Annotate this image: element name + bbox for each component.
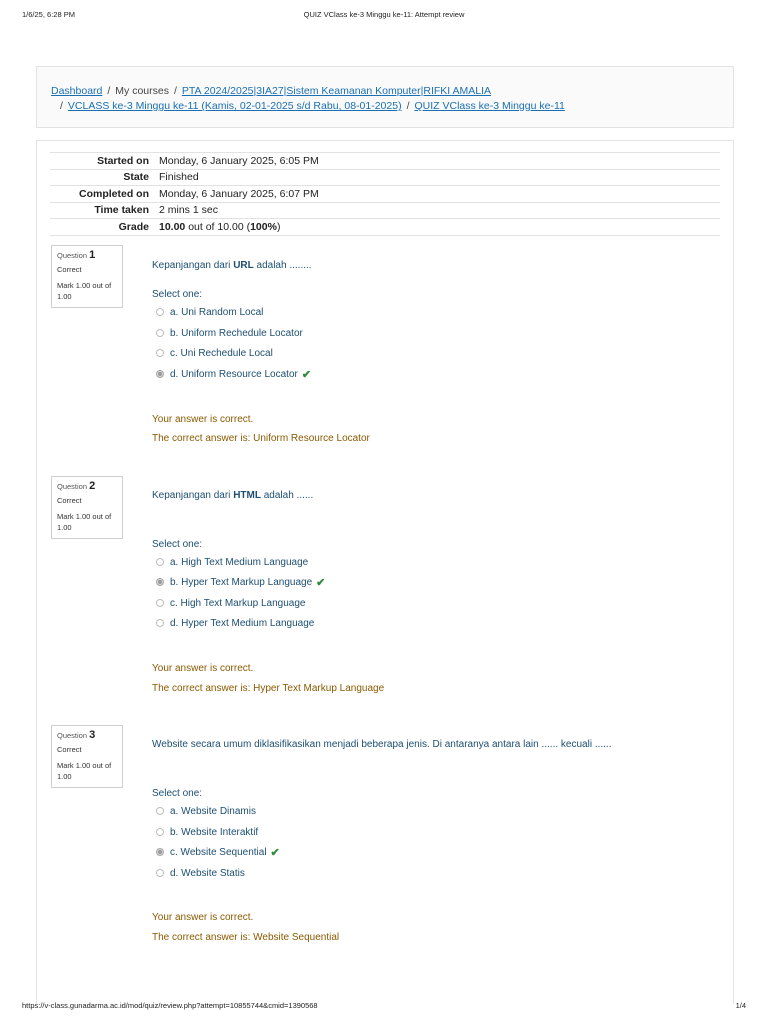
grade-score: 10.00 [159, 220, 186, 233]
summary-row-started [50, 153, 720, 170]
question-number: 1 [89, 249, 96, 261]
summary-label: State [50, 169, 155, 186]
question-info-box [51, 725, 123, 788]
question-mark: Mark 1.00 out of 1.00 [57, 281, 112, 301]
question-text: Website secara umum diklasifikasikan menjadi beberapa jenis. Di antaranya antara lain ...... kecuali ...... [152, 739, 612, 750]
radio-button[interactable] [156, 558, 164, 566]
summary-label: Time taken [50, 202, 155, 219]
question-text: Kepanjangan dari URL adalah ........ [152, 260, 312, 271]
question-keyword: URL [233, 260, 254, 271]
option-label: b. Hyper Text Markup Language [170, 576, 313, 588]
summary-value [155, 219, 720, 236]
question-text: Kepanjangan dari HTML adalah ...... [152, 490, 314, 501]
summary-row-completed [50, 186, 720, 203]
breadcrumb-separator: / [406, 100, 410, 112]
select-one-label: Select one: [152, 539, 203, 550]
summary-row-grade [50, 219, 720, 236]
summary-value: 2 mins 1 sec [155, 202, 720, 219]
breadcrumb-separator: / [107, 85, 111, 97]
question-number: 2 [89, 480, 96, 492]
question-info-box [51, 245, 123, 308]
summary-row-time-taken [50, 202, 720, 219]
option-label: c. Uni Rechedule Local [170, 347, 273, 359]
question-keyword: HTML [233, 490, 261, 501]
breadcrumb-separator: / [173, 85, 177, 97]
select-one-label: Select one: [152, 289, 203, 300]
radio-button[interactable] [156, 308, 164, 316]
radio-button[interactable] [156, 599, 164, 607]
radio-button[interactable] [156, 619, 164, 627]
option-label: d. Uniform Resource Locator [170, 368, 298, 380]
grade-percent: 100% [250, 220, 277, 233]
answer-option[interactable] [156, 346, 273, 360]
question-state: Correct [57, 265, 82, 274]
breadcrumb-my-courses: My courses [115, 85, 169, 97]
breadcrumb-course-link[interactable]: PTA 2024/2025|3IA27|Sistem Keamanan Komputer|RIFKI AMALIA [181, 85, 492, 97]
summary-label: Grade [50, 219, 155, 236]
question-number: 3 [89, 729, 96, 741]
attempt-summary-table [50, 152, 720, 236]
print-header [22, 10, 746, 24]
radio-button-checked[interactable] [156, 578, 164, 586]
answer-option-selected[interactable] [156, 845, 280, 859]
breadcrumb-separator: / [60, 100, 63, 112]
answer-option[interactable] [156, 555, 308, 569]
radio-button[interactable] [156, 329, 164, 337]
correct-answer-text: The correct answer is: Uniform Resource Locator [152, 433, 370, 444]
print-page-number: 1/4 [735, 1001, 746, 1010]
feedback-text: Your answer is correct. [152, 912, 254, 923]
correct-answer-text: The correct answer is: Hyper Text Markup Language [152, 683, 385, 694]
review-content-frame [36, 140, 734, 1004]
print-page-title: QUIZ VClass ke-3 Minggu ke-11: Attempt review [303, 10, 465, 19]
answer-option[interactable] [156, 596, 305, 610]
check-icon: ✔ [301, 368, 312, 381]
option-label: c. Website Sequential [170, 846, 267, 858]
check-icon: ✔ [270, 846, 280, 859]
summary-label: Started on [50, 153, 155, 170]
radio-button[interactable] [156, 807, 164, 815]
answer-option[interactable] [156, 866, 245, 880]
feedback-text: Your answer is correct. [152, 663, 254, 674]
option-label: a. Uni Random Local [170, 306, 264, 318]
question-label: Question [57, 251, 88, 260]
answer-option[interactable] [156, 804, 256, 818]
answer-option[interactable] [156, 616, 314, 630]
summary-label: Completed on [50, 186, 155, 203]
option-label: d. Hyper Text Medium Language [170, 617, 315, 629]
radio-button[interactable] [156, 349, 164, 357]
print-footer [22, 1001, 746, 1015]
breadcrumb [36, 66, 734, 128]
answer-option[interactable] [156, 326, 303, 340]
option-label: a. Website Dinamis [170, 805, 256, 817]
print-datetime: 1/6/25, 6:28 PM [22, 10, 75, 19]
question-label: Question [57, 482, 88, 491]
question-state: Correct [57, 745, 82, 754]
option-label: b. Website Interaktif [170, 826, 259, 838]
summary-row-state [50, 169, 720, 186]
breadcrumb-quiz-link[interactable]: QUIZ VClass ke-3 Minggu ke-11 [414, 100, 565, 112]
radio-button[interactable] [156, 869, 164, 877]
answer-option-selected[interactable] [156, 367, 311, 381]
summary-value: Monday, 6 January 2025, 6:07 PM [155, 186, 720, 203]
question-mark: Mark 1.00 out of 1.00 [57, 761, 112, 781]
answer-option[interactable] [156, 825, 258, 839]
correct-answer-text: The correct answer is: Website Sequential [152, 932, 340, 943]
select-one-label: Select one: [152, 788, 203, 799]
question-info-box [51, 476, 123, 539]
grade-rest: out of 10.00 ( [185, 220, 251, 233]
question-label: Question [57, 731, 88, 740]
radio-button[interactable] [156, 828, 164, 836]
breadcrumb-section-link[interactable]: VCLASS ke-3 Minggu ke-11 (Kamis, 02-01-2025 s/d Rabu, 08-01-2025) [67, 100, 402, 112]
radio-button-checked[interactable] [156, 370, 164, 378]
answer-option[interactable] [156, 305, 263, 319]
option-label: d. Website Statis [170, 867, 245, 879]
summary-value: Monday, 6 January 2025, 6:05 PM [155, 153, 720, 170]
question-mark: Mark 1.00 out of 1.00 [57, 512, 112, 532]
question-state: Correct [57, 496, 82, 505]
option-label: c. High Text Markup Language [170, 597, 306, 609]
summary-value: Finished [155, 169, 720, 186]
feedback-text: Your answer is correct. [152, 414, 254, 425]
check-icon: ✔ [316, 576, 326, 589]
option-label: b. Uniform Rechedule Locator [170, 327, 303, 339]
radio-button-checked[interactable] [156, 848, 164, 856]
answer-option-selected[interactable] [156, 575, 325, 589]
print-url: https://v-class.gunadarma.ac.id/mod/quiz/review.php?attempt=10855744&cmid=1390568 [22, 1001, 318, 1010]
option-label: a. High Text Medium Language [170, 556, 309, 568]
breadcrumb-dashboard-link[interactable]: Dashboard [51, 85, 103, 97]
grade-close: ) [276, 220, 281, 233]
